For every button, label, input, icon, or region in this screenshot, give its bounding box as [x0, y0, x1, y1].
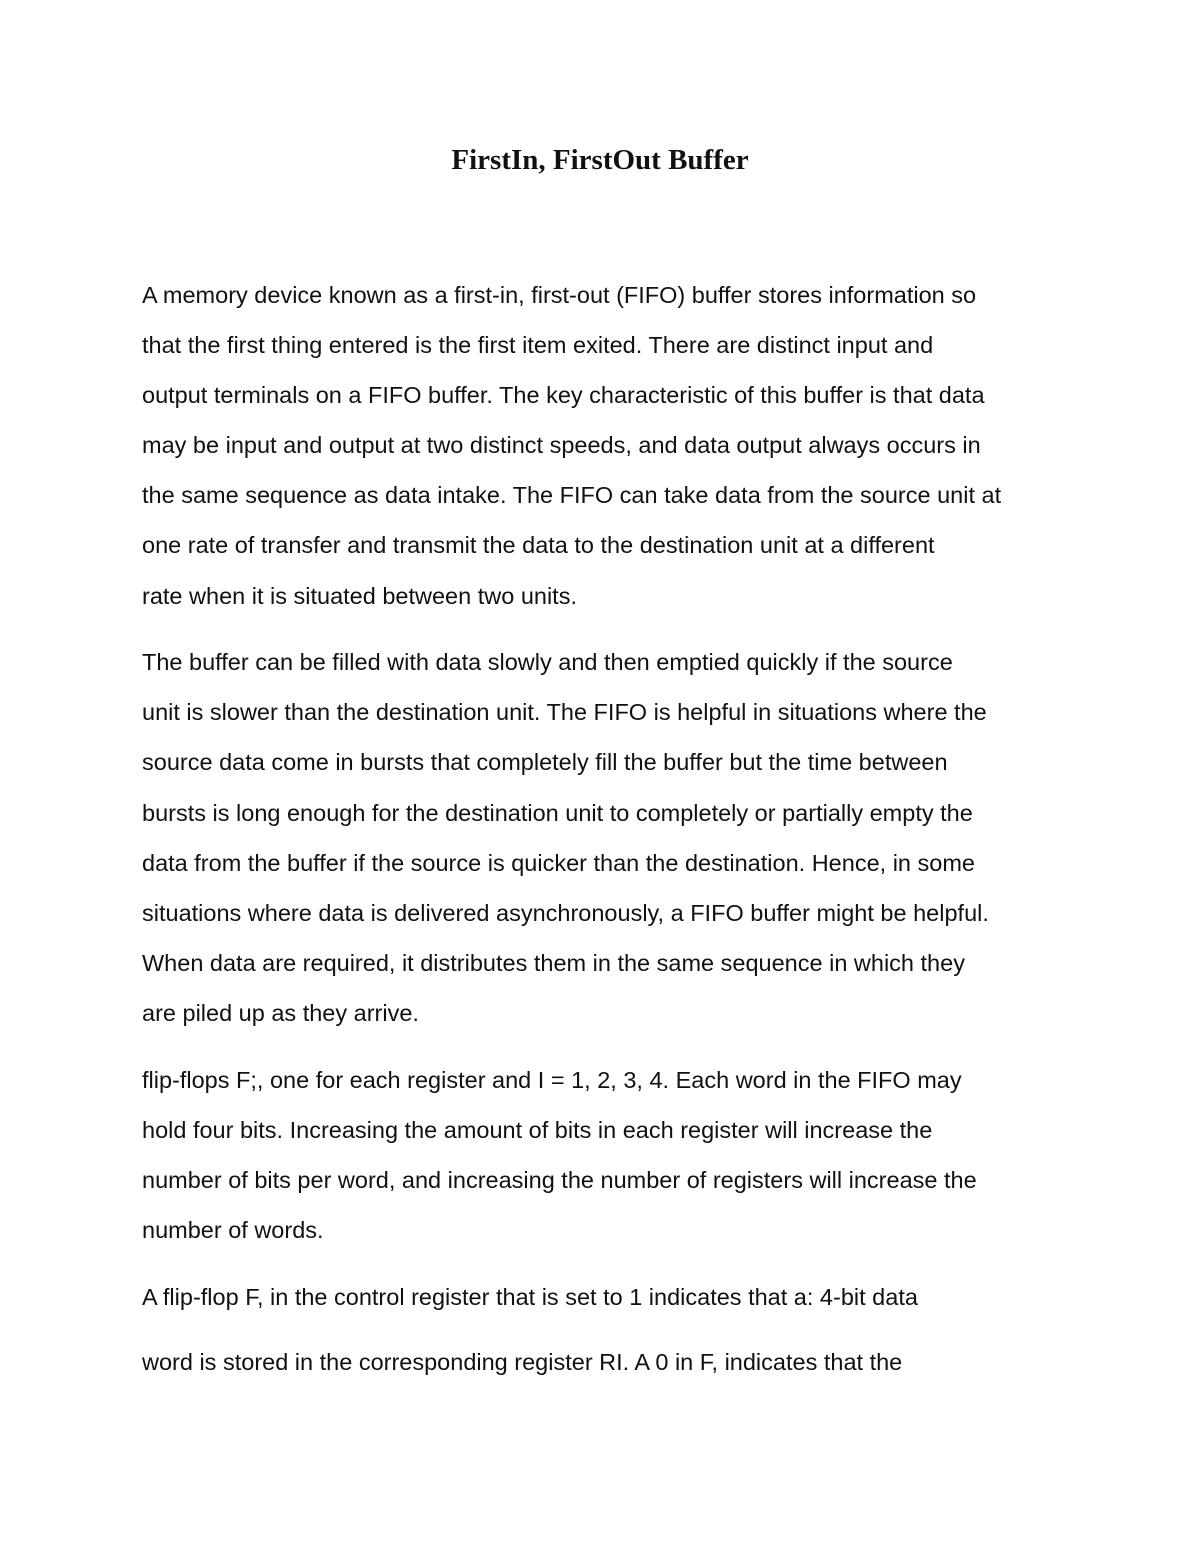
paragraph-3-line-3: number of bits per word, and increasing the number of registers will increase the: [142, 1167, 977, 1193]
paragraph-2-line-2: unit is slower than the destination unit. The FIFO is helpful in situations where the: [142, 699, 987, 725]
paragraph-1-line-2: that the first thing entered is the first item exited. There are distinct input and: [142, 332, 934, 358]
paragraph-2-line-8: are piled up as they arrive.: [142, 1000, 419, 1026]
paragraph-1-line-4: may be input and output at two distinct speeds, and data output always occurs in: [142, 432, 981, 458]
paragraph-1-line-3: output terminals on a FIFO buffer. The key characteristic of this buffer is that data: [142, 382, 985, 408]
paragraph-2-line-6: situations where data is delivered asynchronously, a FIFO buffer might be helpful.: [142, 900, 989, 926]
paragraph-2-line-5: data from the buffer if the source is quicker than the destination. Hence, in some: [142, 850, 975, 876]
paragraph-2-line-3: source data come in bursts that completely fill the buffer but the time between: [142, 749, 948, 775]
document-title: FirstIn, FirstOut Buffer: [451, 144, 749, 176]
paragraph-4-line-2: word is stored in the corresponding register RI. A 0 in F, indicates that the: [142, 1349, 903, 1375]
paragraph-1-line-1: A memory device known as a first-in, first-out (FIFO) buffer stores information so: [142, 282, 977, 308]
paragraph-3-line-4: number of words.: [142, 1217, 324, 1243]
paragraph-1-line-6: one rate of transfer and transmit the data to the destination unit at a different: [142, 532, 935, 558]
paragraph-4-line-1: A flip-flop F, in the control register that is set to 1 indicates that a: 4-bit data: [142, 1284, 918, 1310]
paragraph-1-line-5: the same sequence as data intake. The FIFO can take data from the source unit at: [142, 482, 1002, 508]
paragraph-3-line-2: hold four bits. Increasing the amount of bits in each register will increase the: [142, 1117, 933, 1143]
paragraph-2-line-7: When data are required, it distributes them in the same sequence in which they: [142, 950, 965, 976]
paragraph-1-line-7: rate when it is situated between two units.: [142, 583, 577, 609]
paragraph-3-line-1: flip-flops F;, one for each register and I = 1, 2, 3, 4. Each word in the FIFO may: [142, 1067, 962, 1093]
paragraph-2-line-4: bursts is long enough for the destination unit to completely or partially empty the: [142, 800, 973, 826]
paragraph-2-line-1: The buffer can be filled with data slowly and then emptied quickly if the source: [142, 649, 953, 675]
